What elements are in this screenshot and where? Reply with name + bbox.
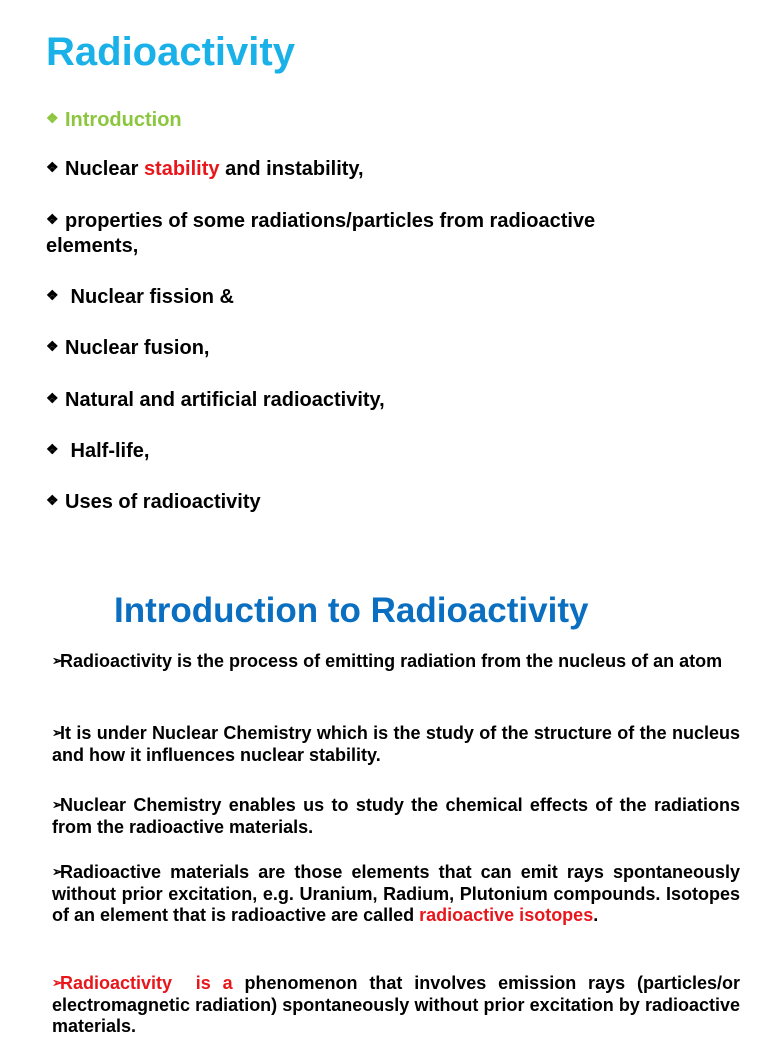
paragraph: ➢It is under Nuclear Chemistry which is the study of the structure of the nucleus and how it influences nuclear stability. [52,723,740,765]
diamond-bullet-icon: ❖ [46,211,59,227]
diamond-bullet-icon: ❖ [46,492,59,508]
list-item: ❖ Nuclear fusion, [46,334,209,361]
list-item: ❖ Uses of radioactivity [46,488,261,515]
diamond-bullet-icon: ❖ [46,390,59,406]
slide-title: Radioactivity [46,30,295,74]
paragraph: ➢Radioactivity is the process of emitting radiation from the nucleus of an atom [52,651,723,671]
list-item: ❖ Nuclear stability and instability, [46,155,364,182]
arrow-bullet-icon: ➢ [52,797,63,812]
arrow-bullet-icon: ➢ [52,864,63,879]
diamond-bullet-icon: ❖ [46,110,59,126]
list-item: ❖ properties of some radiations/particles from radioactive elements, [46,207,686,259]
diamond-bullet-icon: ❖ [46,338,59,354]
arrow-bullet-icon: ➢ [52,725,63,740]
list-item: ❖ Half-life, [46,437,149,464]
arrow-bullet-icon: ➢ [52,653,63,668]
paragraph: ➢Radioactivity is a phenomenon that involves emission rays (particles/or electromagnetic radiation) spontaneously without prior excitation by radioactive materials. [52,973,740,1036]
list-item: ❖ Introduction [46,106,182,133]
paragraph: ➢Radioactive materials are those elements that can emit rays spontaneously without prior excitation, e.g. Uranium, Radium, Plutonium compounds. Isotopes of an element that is radioactive are called radioactive isotopes. [52,862,740,925]
diamond-bullet-icon: ❖ [46,159,59,175]
diamond-bullet-icon: ❖ [46,287,59,303]
section-title: Introduction to Radioactivity [114,591,589,630]
diamond-bullet-icon: ❖ [46,441,59,457]
paragraph: ➢Nuclear Chemistry enables us to study the chemical effects of the radiations from the radioactive materials. [52,795,740,837]
list-item: ❖ Nuclear fission & [46,283,234,310]
list-item: ❖ Natural and artificial radioactivity, [46,386,385,413]
arrow-bullet-icon: ➢ [52,975,63,990]
